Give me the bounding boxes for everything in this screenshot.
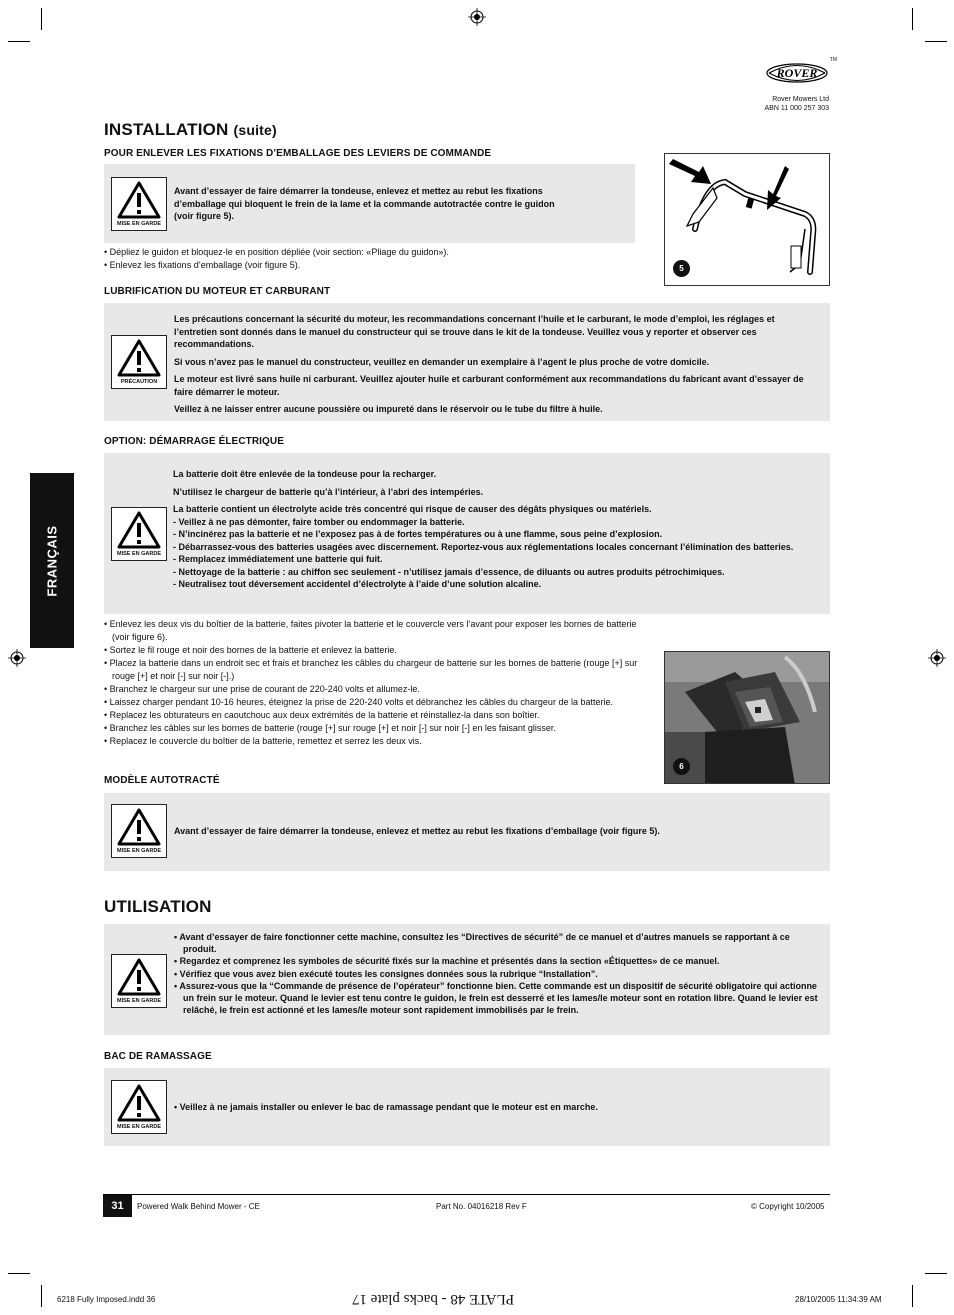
warning-text: Avant d’essayer de faire démarrer la tondeuse, enlevez et mettez au rebut les fixations d’emballage qui bloquent le frein de la lame et la commande autotractée contre le guidon (voir figure 5). bbox=[174, 186, 555, 221]
list-item: • Avant d’essayer de faire fonctionner cette machine, consultez les “Directives de sécurité” de ce manuel et d’autres manuels se rapportant à ce produit. bbox=[174, 932, 790, 955]
warning-box bbox=[104, 453, 830, 614]
list-item: • Laissez charger pendant 10-16 heures, éteignez la prise de 220-240 volts et débranchez les câbles du chargeur de la batterie. bbox=[104, 697, 613, 707]
list-item: • Sortez le fil rouge et noir des bornes de la batterie et enlevez la batterie. bbox=[104, 645, 397, 655]
warning-triangle-icon bbox=[117, 181, 161, 219]
section-heading: BAC DE RAMASSAGE bbox=[104, 1051, 212, 1062]
warning-sign bbox=[111, 1080, 167, 1134]
rover-logo bbox=[765, 60, 829, 86]
section-heading: LUBRIFICATION DU MOTEUR ET CARBURANT bbox=[104, 286, 331, 297]
section-heading: OPTION: DÉMARRAGE ÉLECTRIQUE bbox=[104, 436, 285, 447]
svg-text:ROVER: ROVER bbox=[776, 66, 818, 80]
warning-box bbox=[104, 793, 830, 871]
slug-plate: PLATE 48 - backs plate 17 bbox=[352, 1291, 515, 1307]
warning-label: MISE EN GARDE bbox=[116, 848, 161, 854]
list-item: - Veillez à ne pas démonter, faire tomber ou endommager la batterie. bbox=[173, 516, 465, 527]
language-tab bbox=[30, 473, 74, 648]
section-title: UTILISATION bbox=[104, 897, 212, 916]
list-item: • Regardez et comprenez les symboles de sécurité fixés sur la machine et présentés dans la section «Étiquettes» de ce manuel. bbox=[174, 956, 720, 967]
crop-mark bbox=[8, 1273, 30, 1274]
warning-label: MISE EN GARDE bbox=[116, 1124, 161, 1130]
warning-label: MISE EN GARDE bbox=[116, 221, 161, 227]
warning-text: • Veillez à ne jamais installer ou enlever le bac de ramassage pendant que le moteur est en marche. bbox=[174, 1102, 598, 1112]
registration-mark-icon bbox=[928, 649, 946, 667]
list-item: • Assurez-vous que la “Commande de présence de l’opérateur” fonctionne bien. Cette commande est un dispositif de sécurité obligatoire qui actionne un frein sur le moteur. Quand le levier est tenu contre le guidon, le frein est desserré et les lames/le moteur sont en rotation libre. Quand le levier est relâché, le frein est actionné et les lames/le moteur sont rapidement immobilisés par le frein. bbox=[174, 980, 818, 1016]
list-item: • Branchez le chargeur sur une prise de courant de 220-240 volts et allumez-le. bbox=[104, 684, 420, 694]
warning-text: La batterie doit être enlevée de la tondeuse pour la recharger. N’utilisez le chargeur de batterie qu’à l’intérieur, à l’abri des intempéries. La batterie contient un électrolyte acide très concentré qui risque de causer des dégâts physiques ou matériels. - Veillez à ne pas démonter, faire tomber ou endommager la batterie. - N’incinérez pas la batterie et ne l’exposez pas à de fortes températures ou à une flamme, sous peine d’explosion. - Débarrassez-vous des batteries usagées avec discernement. Reportez-vous aux réglementations locales concernant l’élimination des batteries. - Remplacez immédiatement une batterie qui fuit. - Nettoyage de la batterie : au chiffon sec seulement - n’utilisez jamais d’essence, de diluants ou autres produits pétrochimiques. - Neutralisez tout déversement accidentel d’électrolyte à l’aide d’une solution alcaline. bbox=[173, 468, 818, 591]
registration-mark-icon bbox=[8, 649, 26, 667]
page-title: INSTALLATION (suite) bbox=[104, 120, 277, 139]
footer-copyright: © Copyright 10/2005 bbox=[751, 1202, 825, 1211]
registration-mark-icon bbox=[468, 8, 486, 26]
crop-mark bbox=[8, 41, 30, 42]
crop-mark bbox=[912, 1285, 913, 1307]
figure-6 bbox=[664, 651, 830, 784]
brand-block bbox=[749, 57, 837, 115]
warning-triangle-icon bbox=[117, 511, 161, 549]
warning-sign bbox=[111, 507, 167, 561]
crop-mark bbox=[41, 8, 42, 30]
section-heading: MODÈLE AUTOTRACTÉ bbox=[104, 775, 220, 786]
list-item: • Replacez le couvercle du boîtier de la batterie, remettez et serrez les deux vis. bbox=[104, 736, 422, 746]
language-label: FRANÇAIS bbox=[44, 524, 60, 597]
warning-box bbox=[104, 1068, 830, 1146]
list-item: - Nettoyage de la batterie : au chiffon sec seulement - n’utilisez jamais d’essence, de diluants ou autres produits pétrochimiques. bbox=[173, 566, 725, 577]
warning-sign bbox=[111, 954, 167, 1008]
figure-5 bbox=[664, 153, 830, 286]
caution-sign bbox=[111, 335, 167, 389]
warning-sign bbox=[111, 804, 167, 858]
figure-number: 5 bbox=[673, 260, 690, 277]
warning-triangle-icon bbox=[117, 339, 161, 377]
slug-timestamp: 28/10/2005 11:34:39 AM bbox=[795, 1295, 882, 1304]
footer-part-no: Part No. 04016218 Rev F bbox=[436, 1202, 527, 1211]
footer-rule bbox=[103, 1194, 830, 1195]
list-item: • Replacez les obturateurs en caoutchouc aux deux extrémités de la batterie et réinstallez-la dans son boîtier. bbox=[104, 710, 540, 720]
list-item: • Placez la batterie dans un endroit sec et frais et branchez les câbles du chargeur de batterie sur les bornes de batterie (rouge [+] sur rouge [+] et noir [-] sur noir [-].) bbox=[104, 658, 638, 681]
trademark-mark: TM bbox=[829, 57, 837, 63]
warning-label: MISE EN GARDE bbox=[116, 551, 161, 557]
warning-triangle-icon bbox=[117, 808, 161, 846]
page-number: 31 bbox=[103, 1195, 132, 1217]
warning-triangle-icon bbox=[117, 1084, 161, 1122]
list-item: - Débarrassez-vous des batteries usagées avec discernement. Reportez-vous aux réglementations locales concernant l’élimination des batteries. bbox=[173, 541, 794, 552]
list-item: - Neutralisez tout déversement accidentel d’électrolyte à l’aide d’une solution alcaline. bbox=[173, 579, 542, 589]
crop-mark bbox=[912, 8, 913, 30]
section-heading: POUR ENLEVER LES FIXATIONS D’EMBALLAGE DES LEVIERS DE COMMANDE bbox=[104, 148, 492, 159]
crop-mark bbox=[925, 41, 947, 42]
caution-label: PRÉCAUTION bbox=[120, 379, 158, 385]
footer-product: Powered Walk Behind Mower - CE bbox=[137, 1202, 260, 1211]
warning-text: Avant d’essayer de faire démarrer la tondeuse, enlevez et mettez au rebut les fixations d’emballage (voir figure 5). bbox=[174, 826, 660, 836]
company-abn: ABN 11 000 257 303 bbox=[764, 105, 829, 112]
warning-box bbox=[104, 924, 830, 1035]
slug-file: 6218 Fully Imposed.indd 36 bbox=[57, 1295, 156, 1304]
caution-box bbox=[104, 303, 830, 421]
warning-text bbox=[174, 931, 819, 1016]
figure-number: 6 bbox=[673, 758, 690, 775]
list-item: • Dépliez le guidon et bloquez-le en position dépliée (voir section: «Pliage du guidon»). bbox=[104, 247, 449, 257]
company-name: Rover Mowers Ltd bbox=[772, 96, 829, 103]
crop-mark bbox=[41, 1285, 42, 1307]
crop-mark bbox=[925, 1273, 947, 1274]
list-item: • Vérifiez que vous avez bien exécuté toutes les consignes données sous la rubrique “Installation”. bbox=[174, 968, 598, 979]
list-item: • Enlevez les fixations d’emballage (voir figure 5). bbox=[104, 260, 301, 270]
warning-box bbox=[104, 164, 635, 243]
bullet-list bbox=[104, 246, 634, 272]
warning-label: MISE EN GARDE bbox=[116, 998, 161, 1004]
warning-triangle-icon bbox=[117, 958, 161, 996]
list-item: - N’incinérez pas la batterie et ne l’exposez pas à de fortes températures ou à une flamme, sous peine d’explosion. bbox=[173, 529, 663, 539]
list-item: • Enlevez les deux vis du boîtier de la batterie, faites pivoter la batterie et le couvercle vers l’avant pour exposer les bornes de batterie (voir figure 6). bbox=[104, 619, 637, 642]
warning-sign bbox=[111, 177, 167, 231]
bullet-list bbox=[104, 618, 639, 748]
list-item: - Remplacez immédiatement une batterie qui fuit. bbox=[173, 554, 383, 564]
list-item: • Branchez les câbles sur les bornes de batterie (rouge [+] sur rouge [+] et noir [-] sur noir [-] en les faisant glisser. bbox=[104, 723, 556, 733]
caution-text: Les précautions concernant la sécurité du moteur, les recommandations concernant l’huile et le carburant, le mode d’emploi, les réglages et l’entretien sont donnés dans le manuel du constructeur qui se trouve dans le kit de la tondeuse. Veuillez vous y reporter et observer ces recommandations. Si vous n’avez pas le manuel du constructeur, veuillez en demander un exemplaire à l’agent le plus proche de votre domicile. Le moteur est livré sans huile ni carburant. Veuillez ajouter huile et carburant conformément aux recommandations du fabricant avant d’essayer de faire démarrer le moteur. Veillez à ne laisser entrer aucune poussière ou impureté dans le réservoir ou le tube du filtre à huile. bbox=[174, 314, 804, 414]
